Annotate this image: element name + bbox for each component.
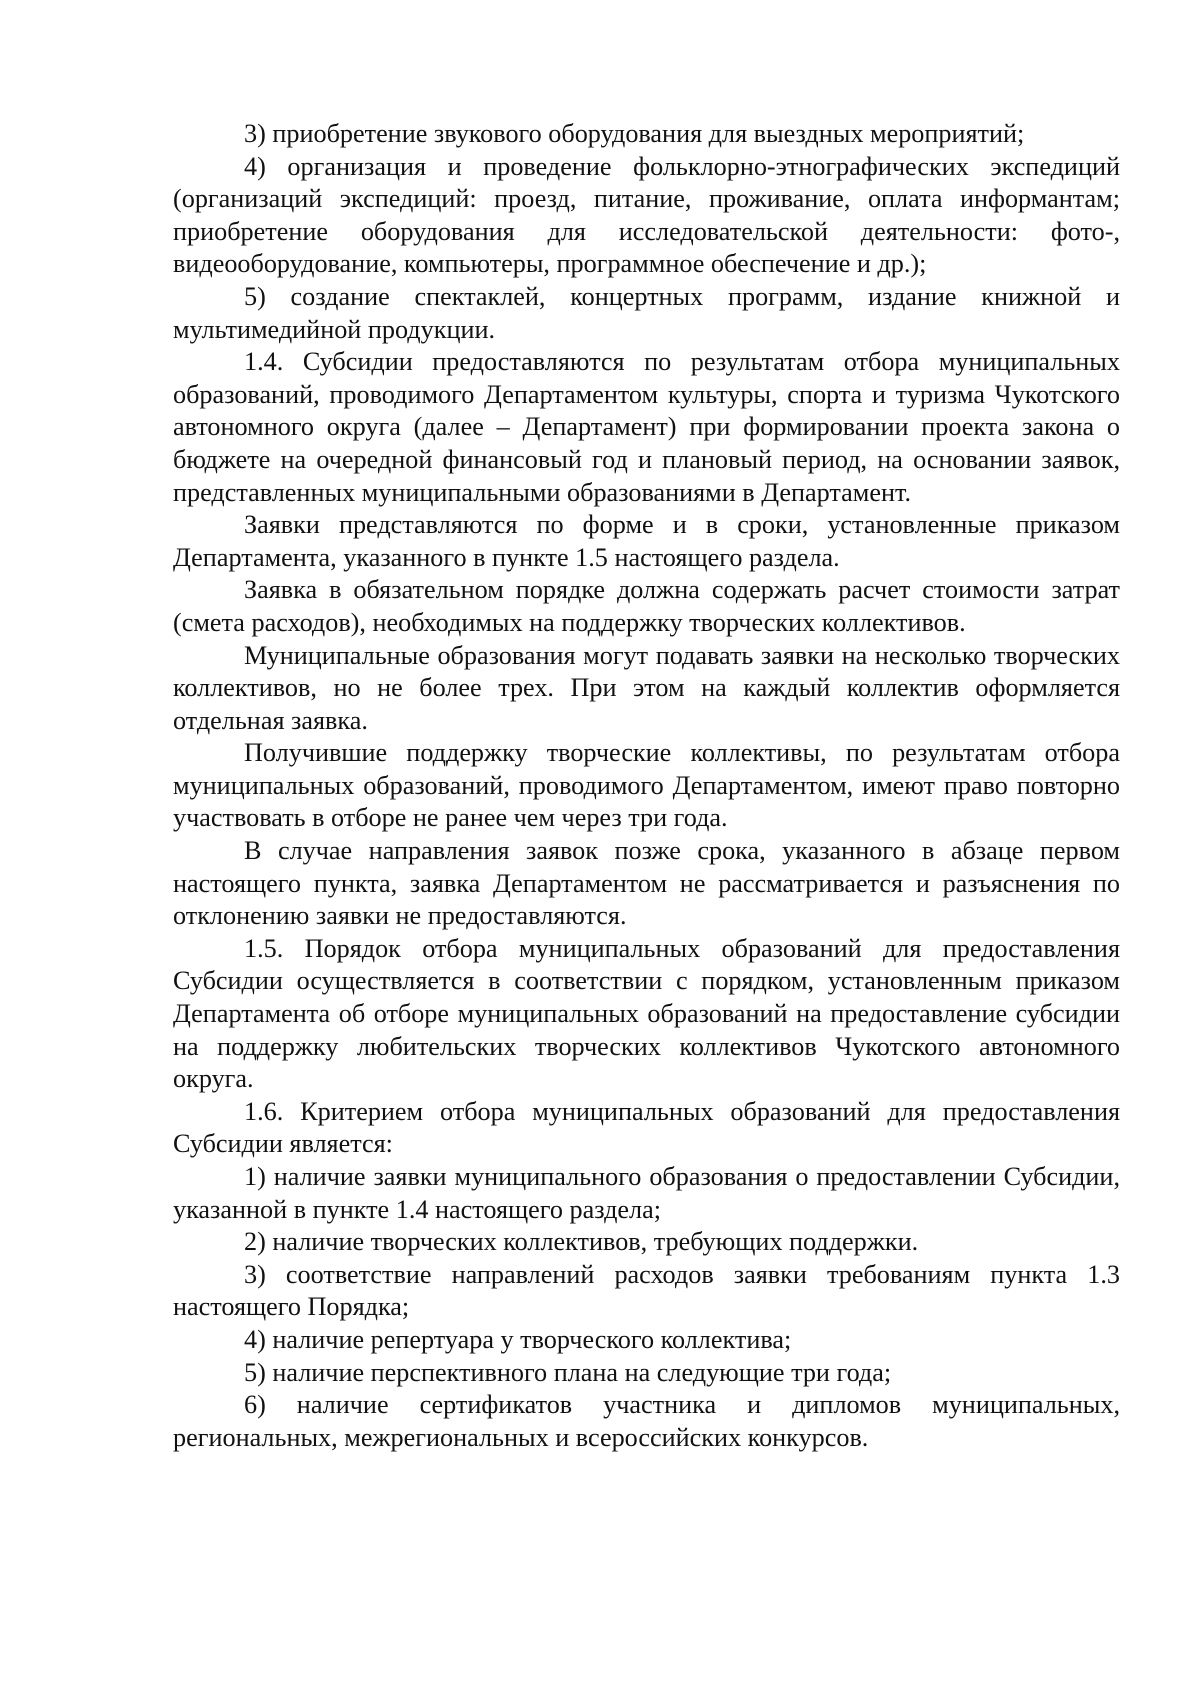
document-body bbox=[173, 118, 1120, 1454]
paragraph-application-estimate: Заявка в обязательном порядке должна содержать расчет стоимости затрат (смета расходов), необходимых на поддержку творческих коллективов. bbox=[173, 575, 1120, 637]
paragraph-criterion-6: 6) наличие сертификатов участника и дипломов муниципальных, региональных, межрегиональных и всероссийских конкурсов. bbox=[173, 1390, 1120, 1452]
paragraph-criterion-3: 3) соответствие направлений расходов заявки требованиям пункта 1.3 настоящего Порядка; bbox=[173, 1259, 1120, 1322]
paragraph-applications-limit: Муниципальные образования могут подавать заявки на несколько творческих коллективов, но не более трех. При этом на каждый коллектив оформляется отдельная заявка. bbox=[173, 640, 1120, 735]
paragraph-repeat-participation: Получившие поддержку творческие коллективы, по результатам отбора муниципальных образований, проводимого Департаментом, имеют право повторно участвовать в отборе не ранее чем через три года. bbox=[173, 738, 1120, 833]
paragraph-item-5-performances: 5) создание спектаклей, концертных программ, издание книжной и мультимедийной продукции. bbox=[173, 281, 1120, 344]
paragraph-criterion-1: 1) наличие заявки муниципального образования о предоставлении Субсидии, указанной в пункте 1.4 настоящего раздела; bbox=[173, 1162, 1120, 1224]
paragraph-section-1-4: 1.4. Субсидии предоставляются по результатам отбора муниципальных образований, проводимого Департаментом культуры, спорта и туризма Чукотского автономного округа (далее – Департамент) при формировании проекта закона о бюджете на очередной финансовый год и плановый период, на основании заявок, представленных муниципальными образованиями в Департамент. bbox=[173, 347, 1120, 507]
paragraph-section-1-5: 1.5. Порядок отбора муниципальных образований для предоставления Субсидии осуществляется в соответствии с порядком, установленным приказом Департамента об отборе муниципальных образований на предоставление субсидии на поддержку любительских творческих коллективов Чукотского автономного округа. bbox=[173, 933, 1120, 1094]
paragraph-criterion-2: 2) наличие творческих коллективов, требующих поддержки. bbox=[244, 1227, 919, 1257]
paragraph-item-3-sound-equipment: 3) приобретение звукового оборудования для выездных мероприятий; bbox=[244, 119, 1025, 148]
paragraph-section-1-6: 1.6. Критерием отбора муниципальных образований для предоставления Субсидии является: bbox=[173, 1096, 1120, 1159]
paragraph-criterion-5: 5) наличие перспективного плана на следующие три года; bbox=[244, 1357, 892, 1387]
paragraph-criterion-4: 4) наличие репертуара у творческого коллектива; bbox=[244, 1324, 792, 1354]
paragraph-item-4-expeditions: 4) организация и проведение фольклорно-этнографических экспедиций (организаций экспедиций: проезд, питание, проживание, оплата информантам; приобретение оборудования для исследовательской деятельности: фото-, видеооборудование, компьютеры, программное обеспечение и др.); bbox=[173, 151, 1120, 279]
paragraph-late-applications: В случае направления заявок позже срока, указанного в абзаце первом настоящего пункта, заявка Департаментом не рассматривается и разъяснения по отклонению заявки не предоставляются. bbox=[173, 836, 1120, 931]
paragraph-applications-form: Заявки представляются по форме и в сроки, установленные приказом Департамента, указанного в пункте 1.5 настоящего раздела. bbox=[173, 510, 1120, 572]
